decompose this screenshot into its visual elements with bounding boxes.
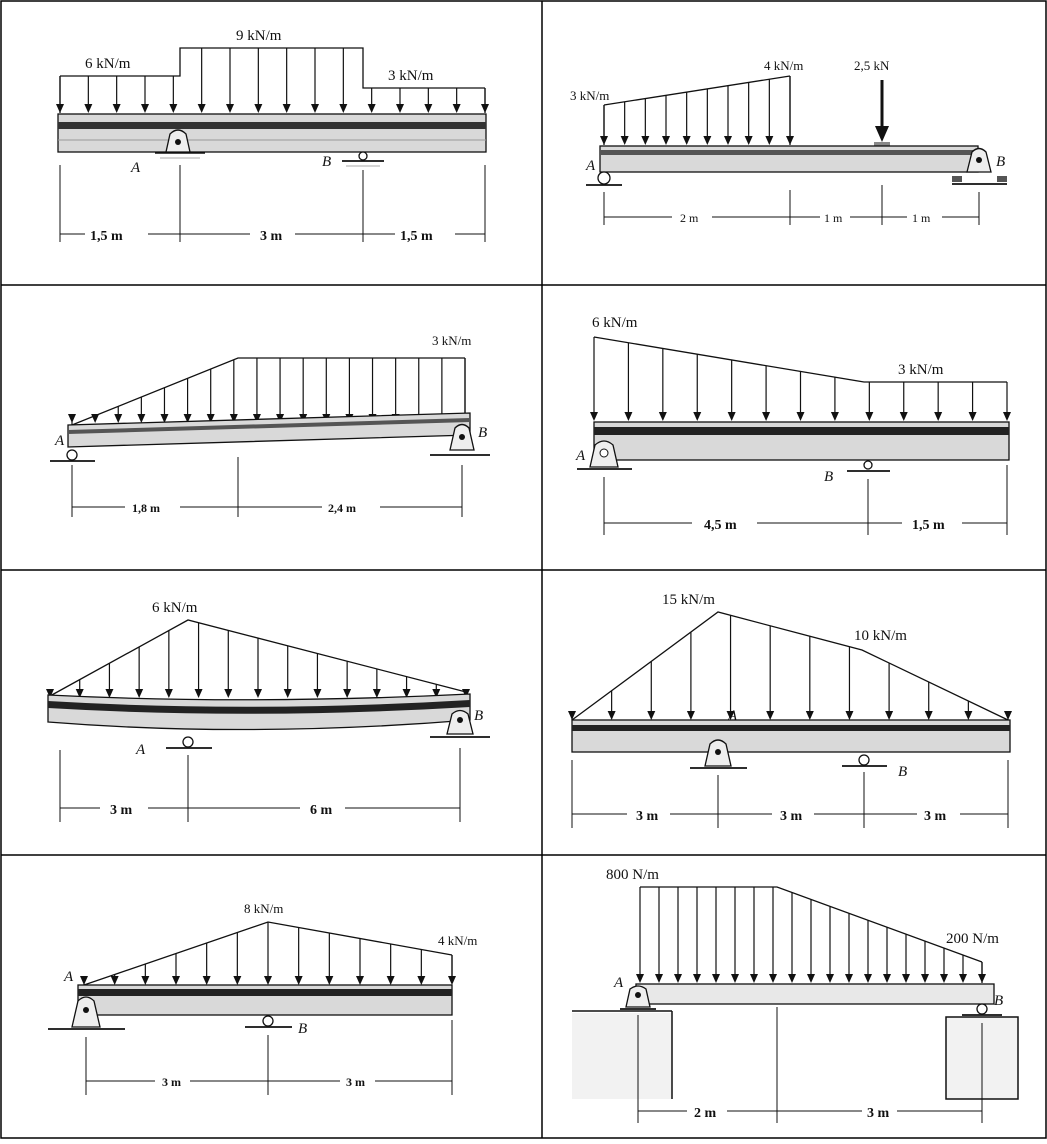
load-label-1: 6 kN/m <box>85 56 131 72</box>
dim-label-1: 3 m <box>110 803 133 818</box>
support-label-b: B <box>824 469 834 485</box>
dimension-lines <box>604 465 1007 535</box>
load-arrowhead <box>826 974 834 983</box>
load-arrowhead <box>745 136 753 145</box>
problem-7 <box>0 855 542 1139</box>
beam <box>68 413 470 447</box>
load-arrowhead <box>750 974 758 983</box>
support-label-a: A <box>64 969 74 985</box>
load-arrowhead <box>91 414 99 423</box>
support-label-a: A <box>728 708 738 724</box>
load-label-2: 10 kN/m <box>854 628 907 644</box>
problem-2 <box>542 0 1047 285</box>
load-arrowhead <box>806 711 814 720</box>
dim-label-1: 3 m <box>636 809 659 824</box>
load-arrows <box>46 623 470 698</box>
dim-label-2: 3 m <box>346 1075 365 1089</box>
beam <box>48 694 470 730</box>
load-arrowhead <box>621 136 629 145</box>
load-arrowhead <box>900 412 908 421</box>
support-label-b: B <box>298 1021 308 1037</box>
load-arrowhead <box>141 976 149 985</box>
load-arrowhead <box>655 974 663 983</box>
load-arrowhead <box>417 976 425 985</box>
load-arrowhead <box>703 136 711 145</box>
load-arrowhead <box>769 974 777 983</box>
load-arrows <box>636 887 986 983</box>
support-label-a: A <box>614 975 624 991</box>
load-label-1: 3 kN/m <box>432 333 472 348</box>
load-arrowhead <box>724 136 732 145</box>
load-label-2: 4 kN/m <box>764 58 804 73</box>
load-arrowhead <box>845 974 853 983</box>
load-arrowhead <box>56 104 64 113</box>
load-arrowhead <box>959 974 967 983</box>
load-arrowhead <box>368 104 376 113</box>
dim-label-1: 2 m <box>680 211 699 225</box>
left-wall <box>572 1011 672 1099</box>
load-arrowhead <box>448 976 456 985</box>
dim-label-3: 1,5 m <box>400 229 433 244</box>
load-profile <box>604 76 790 145</box>
dim-label-2: 3 m <box>780 809 803 824</box>
dim-label-1: 1,5 m <box>90 229 123 244</box>
problem-5-diagram <box>0 570 542 855</box>
load-label-1: 3 kN/m <box>570 88 610 103</box>
load-arrowhead <box>325 976 333 985</box>
dim-label-2: 1,5 m <box>912 518 945 533</box>
load-arrowhead <box>198 104 206 113</box>
load-arrowhead <box>233 976 241 985</box>
load-arrowhead <box>765 136 773 145</box>
support-label-b: B <box>474 708 484 724</box>
load-label-2: 200 N/m <box>946 931 999 947</box>
load-arrows <box>600 76 794 145</box>
load-arrowhead <box>356 976 364 985</box>
load-arrowhead <box>845 711 853 720</box>
load-arrowhead <box>728 412 736 421</box>
dimension-lines <box>72 457 462 517</box>
load-arrowhead <box>647 711 655 720</box>
problem-8 <box>542 855 1047 1139</box>
dim-label-3: 1 m <box>912 211 931 225</box>
load-arrowhead <box>786 136 794 145</box>
load-arrowhead <box>693 974 701 983</box>
support-label-a: A <box>136 742 146 758</box>
load-arrowhead <box>766 711 774 720</box>
load-arrows <box>590 337 1011 421</box>
beam <box>78 985 452 1015</box>
load-arrowhead <box>687 711 695 720</box>
load-arrowhead <box>114 414 122 423</box>
dim-label-1: 4,5 m <box>704 518 737 533</box>
load-arrowhead <box>224 689 232 698</box>
load-arrowhead <box>940 974 948 983</box>
load-arrowhead <box>921 974 929 983</box>
dim-label-2: 1 m <box>824 211 843 225</box>
load-arrowhead <box>674 974 682 983</box>
load-arrowhead <box>683 136 691 145</box>
load-arrowhead <box>624 412 632 421</box>
support-label-b: B <box>478 425 488 441</box>
load-arrowhead <box>311 104 319 113</box>
load-arrowhead <box>934 412 942 421</box>
load-arrowhead <box>254 104 262 113</box>
load-arrowhead <box>797 412 805 421</box>
load-arrowhead <box>865 412 873 421</box>
problem-6 <box>542 570 1047 855</box>
support-label-a: A <box>586 158 596 174</box>
load-arrowhead <box>969 412 977 421</box>
load-label-2: 4 kN/m <box>438 933 478 948</box>
load-arrowhead <box>169 104 177 113</box>
load-arrowhead <box>313 689 321 698</box>
load-arrowhead <box>137 414 145 423</box>
load-arrowhead <box>662 136 670 145</box>
support-label-b: B <box>996 154 1006 170</box>
dim-label-2: 2,4 m <box>328 501 356 515</box>
beam <box>572 720 1010 752</box>
dim-label-2: 3 m <box>260 229 283 244</box>
dim-label-2: 3 m <box>867 1106 890 1121</box>
problem-7-diagram <box>0 855 542 1139</box>
roller-support-b <box>245 1016 292 1027</box>
roller-support-b <box>847 461 890 471</box>
load-arrowhead <box>295 976 303 985</box>
beam <box>636 984 994 1004</box>
roller-support-a <box>50 450 95 461</box>
load-arrowhead <box>481 104 489 113</box>
beam <box>600 146 978 172</box>
dimension-lines <box>86 1020 452 1095</box>
load-arrowhead <box>600 136 608 145</box>
load-arrowhead <box>111 976 119 985</box>
load-arrowhead <box>885 711 893 720</box>
load-arrowhead <box>864 974 872 983</box>
dim-label-1: 3 m <box>162 1075 181 1089</box>
load-arrowhead <box>590 412 598 421</box>
point-load-arrow <box>874 80 890 146</box>
load-arrowhead <box>424 104 432 113</box>
load-profile <box>572 612 1008 720</box>
beam <box>58 114 486 152</box>
load-arrowhead <box>165 689 173 698</box>
load-arrowhead <box>84 104 92 113</box>
support-label-b: B <box>322 154 332 170</box>
load-arrowhead <box>254 689 262 698</box>
load-arrowhead <box>284 689 292 698</box>
load-label-1: 6 kN/m <box>592 315 638 331</box>
roller-support-b <box>342 152 384 166</box>
load-arrows <box>80 922 456 985</box>
load-arrowhead <box>807 974 815 983</box>
load-arrowhead <box>831 412 839 421</box>
problem-1 <box>0 0 542 285</box>
dim-label-1: 1,8 m <box>132 501 160 515</box>
problem-2-diagram <box>542 0 1047 285</box>
support-label-a: A <box>576 448 586 464</box>
load-arrowhead <box>731 974 739 983</box>
problem-4-diagram <box>542 285 1047 570</box>
load-arrowhead <box>387 976 395 985</box>
support-label-a: A <box>131 160 141 176</box>
support-label-b: B <box>898 764 908 780</box>
load-arrowhead <box>226 104 234 113</box>
load-label-2: 3 kN/m <box>898 362 944 378</box>
load-arrowhead <box>135 689 143 698</box>
load-arrowhead <box>141 104 149 113</box>
problem-8-diagram <box>542 855 1047 1139</box>
dim-label-2: 6 m <box>310 803 333 818</box>
load-arrowhead <box>373 689 381 698</box>
load-arrowhead <box>883 974 891 983</box>
load-arrowhead <box>608 711 616 720</box>
load-arrowhead <box>659 412 667 421</box>
problem-1-diagram <box>0 0 542 285</box>
problem-5 <box>0 570 542 855</box>
load-arrowhead <box>343 689 351 698</box>
load-arrowhead <box>396 104 404 113</box>
support-label-a: A <box>55 433 65 449</box>
dimension-lines <box>638 1007 982 1123</box>
load-arrowhead <box>641 136 649 145</box>
dim-label-3: 3 m <box>924 809 947 824</box>
load-arrowhead <box>693 412 701 421</box>
problem-6-diagram <box>542 570 1047 855</box>
load-label-1: 8 kN/m <box>244 901 284 916</box>
load-label-1: 800 N/m <box>606 867 659 883</box>
load-arrowhead <box>339 104 347 113</box>
problem-3-diagram <box>0 285 542 570</box>
load-arrowhead <box>264 976 272 985</box>
roller-support-a <box>166 737 212 748</box>
load-arrowhead <box>978 974 986 983</box>
load-arrowhead <box>68 414 76 423</box>
load-arrowhead <box>762 412 770 421</box>
load-arrowhead <box>964 711 972 720</box>
load-arrowhead <box>1003 412 1011 421</box>
load-arrowhead <box>788 974 796 983</box>
problem-4 <box>542 285 1047 570</box>
load-label-1: 15 kN/m <box>662 592 715 608</box>
problem-3 <box>0 285 542 570</box>
load-label-3: 3 kN/m <box>388 68 434 84</box>
load-arrowhead <box>203 976 211 985</box>
load-arrowhead <box>113 104 121 113</box>
load-arrowhead <box>195 689 203 698</box>
load-label-3: 2,5 kN <box>854 58 890 73</box>
dim-label-1: 2 m <box>694 1106 717 1121</box>
load-arrowhead <box>636 974 644 983</box>
load-label-1: 6 kN/m <box>152 600 198 616</box>
load-arrowhead <box>902 974 910 983</box>
load-arrowhead <box>453 104 461 113</box>
load-arrowhead <box>712 974 720 983</box>
support-label-b: B <box>994 993 1004 1009</box>
load-label-2: 9 kN/m <box>236 28 282 44</box>
beam <box>594 422 1009 460</box>
load-arrowhead <box>105 689 113 698</box>
load-arrowhead <box>925 711 933 720</box>
load-arrowhead <box>283 104 291 113</box>
roller-support-b <box>842 755 887 766</box>
load-arrowhead <box>172 976 180 985</box>
